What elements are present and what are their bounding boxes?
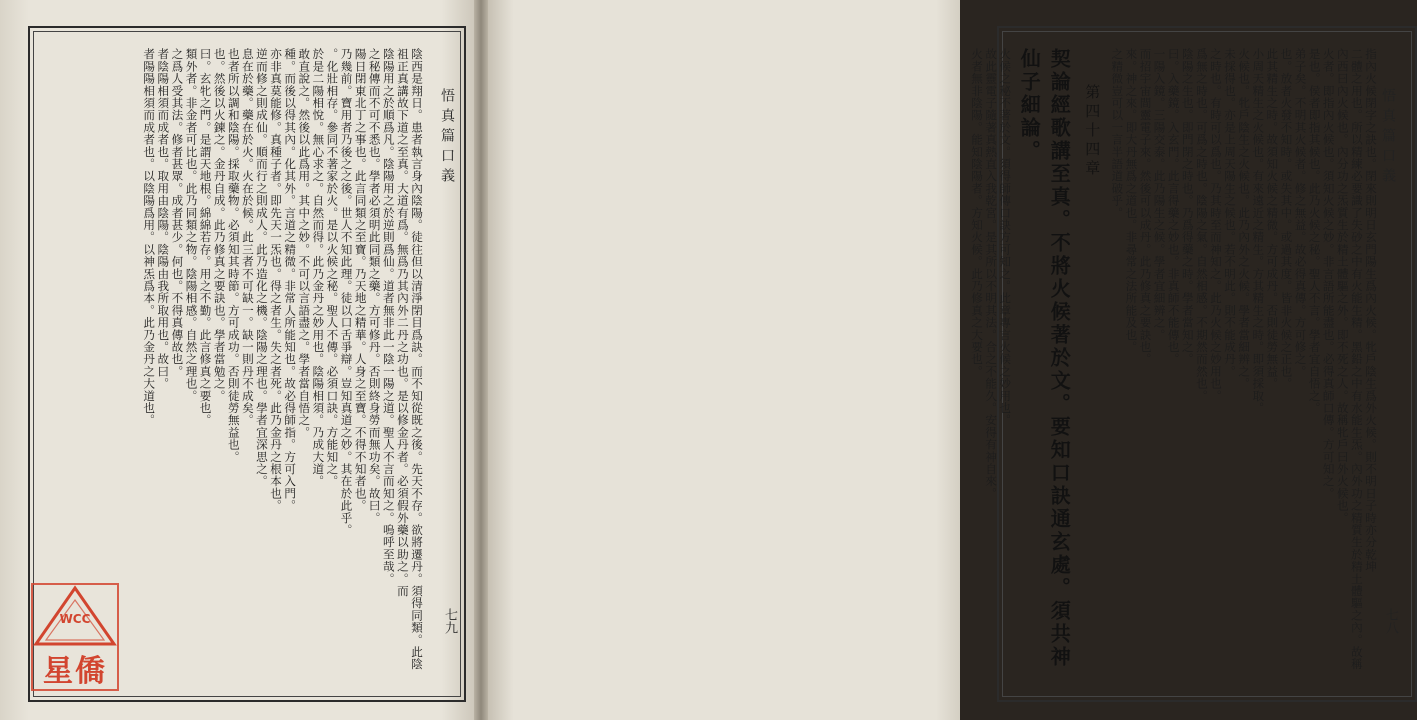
text-column: 者陰陽相須而成者也。取用由陰陽。陰陽由我所取用也。故曰。 [156, 48, 171, 390]
text-column: 之秘傳而不可不悉也。學者必須明此同類之藥。方可修丹。否則終身勞而無功矣。故曰。 [367, 48, 382, 524]
right-running-head: 悟真篇口義 [1380, 88, 1396, 188]
text-column: 弟子矣。不明其火候者。修之無益。故必得真傳。方可修之。 [1293, 48, 1308, 378]
text-column: 火者。即指內火候也。須知火候之妙。非言語所能盡也。必得真師口傳。方可知之。 [1321, 48, 1336, 500]
text-column: 之爲人受其法。修者甚眾。成者甚少。何也。不得真傳故也。 [170, 48, 185, 378]
text-column: 陰西是翔日。患者執言身內陰陽。徒往但以清淨閉目爲訣。而不知從既之後。先天不存。欲將遷丹。須得同類。此陰 [410, 48, 424, 671]
text-column: 類外者。非金者可比也。此乃同類之物。陰陽相感。自然之理也。 [184, 48, 199, 402]
text-column: 爲無之時也。可爲之時也。陰陽之氣。自然相感。不期然而然也。 [1194, 48, 1209, 402]
text-column: 而招宇宙間靈電子來。然後可以成丹。此乃修真之要訣也。 [1138, 48, 1153, 366]
right-page-text [970, 48, 1378, 678]
text-column: 亦非真莫能修。真種子者。即先天一炁也。得之者生。失之者死。此乃金丹之根本也。 [269, 48, 284, 512]
right-page [480, 0, 1398, 720]
text-column: 也。然後以火鍊之。金丹自成。此乃修真之要訣也。學者當勉之。 [212, 48, 227, 402]
text-column: 於是二陽相悅。無心求之。自然而得。此乃金丹之妙用也。陰陽相須。乃成大道。 [311, 48, 326, 488]
left-page-number: 七九 [442, 608, 457, 634]
text-column: 內西曰內火候也。內分功之炁質生於精土體驅之外。即不死之人。故稱牝戶曰外火候也。 [1335, 48, 1350, 524]
text-column: 曰。入藥鏡。入玄門。此言得藥之妙也。非真師不能傳也。 [1166, 48, 1181, 366]
verse-heading: 契論經歌講至真。不將火候著於文。要知口訣通玄處。須共神仙子細論。 [1017, 48, 1072, 669]
text-column: 也者所以調和陰陽。採取藥物。必須知其時節。方可成功。否則徒勞無益也。 [226, 48, 241, 463]
text-column: 火候之秘不著於文。須得師傳口訣方可知之。此章專言火候之妙用也。 [998, 48, 1013, 427]
text-column: 陽日閉東北丁之事也。此言同類之至寶。乃天地之精華。人身之至寶。不得不知者也。 [353, 48, 368, 512]
text-column: 之精微豈可以一言半語道破乎。 [1110, 48, 1125, 219]
text-column: 。化壯相存。參同不著家於火。是以火候之秘。聖人不傳。必須口訣。方能知之。 [325, 48, 340, 488]
text-column: 息在於藥。藥在於火。火在於候。此三者不可缺一。缺一則丹不成矣。 [240, 48, 255, 427]
chapter-title: 第四十四章 [1083, 84, 1102, 179]
text-column: 故此靈電子隨著真熱直入我乾宮。是其所以不明其法。合之不能久。安得有神自來。 [984, 48, 999, 500]
book-gutter [474, 0, 488, 720]
text-column: 之時也。有時可以爲也。乃其時至而神知之。此乃火候之妙用也。 [1208, 48, 1223, 402]
text-column: 乃幾前。寶用者乃後之之後。世人不知此理。徒以口舌爭辯。豈知真道之妙。其在於此乎。 [339, 48, 354, 536]
text-column: 小周天精生之火候也。有來遠近之精生。方其精生之時。即須採取。 [1251, 48, 1266, 414]
left-running-head: 悟真篇口義 [439, 88, 455, 188]
text-column: 者陽陽相須而成者也。以陰陽爲用。以神炁爲本。此乃金丹之大道也。 [142, 48, 157, 427]
text-column: 指內火候閉字之訣也。閉來則明日玄門陽生爲內火候。牝戶陰生爲外火候。則不明日子時亦分乾坤 [1364, 48, 1378, 573]
text-column: 祖正真講故下道之至真。大道有爲。無爲乃其內外二丹之功也。是以修金丹者。必須假外藥以助之。而 [395, 48, 410, 597]
text-column: 二體之用也。所以精練必要識了失砂之中有火能生精。黑鉛之中有水能生炁。內外功之精質生於精土體驅之內。故稱 [1349, 48, 1364, 671]
stamp-text: 星僑 [43, 654, 107, 689]
text-column: 火候也。牝戶陰生之火候也。此乃內外之火候。學者當細辨之。 [1237, 48, 1252, 390]
text-column: 陰陽用之於順爲凡。陰陽用之於逆則爲仙。道者無非此一陰一陽之道。聖人不言而知之。嗚呼至哉。 [381, 48, 396, 585]
publisher-stamp [30, 582, 120, 692]
right-page-number: 七八 [1383, 608, 1398, 634]
text-column: 種。而後以得其內。化其外。言道之精微。非常人所能知也。故必得師指。方可入門。 [283, 48, 298, 512]
text-column: 也。放者火發不知時。或失其中。或過其度。皆非火候之正也。 [1279, 48, 1294, 390]
stamp-mark-text: WCC [59, 612, 91, 626]
text-column: 逆而修之則成仙。順而行之則成人。此乃造化之機。陰陽之理也。學者宜深思之。 [254, 48, 269, 488]
text-column: 未採得也。亦是上周天陽生之候也。若不明此。則不能成丹。 [1223, 48, 1238, 378]
text-column: 來。神之來。即大丹無爲之道也。非尋常之法所能及也。 [1124, 48, 1139, 353]
text-column: 一陽入鏡。三陽交泰。此乃陽生之候。學者宜細辨之。 [1152, 48, 1167, 341]
text-column: 此其精生之時。故須知火候之精微。方可成丹。否則徒勞無益。 [1265, 48, 1280, 390]
text-column: 敢直說之。然後以此爲用。其中之妙。不可以言語盡之。學者當自悟之。 [297, 48, 312, 439]
left-page [0, 0, 480, 720]
text-column: 曰。玄牝之門。是謂天地根。綿綿若存。用之不勤。此言修真之要也。 [198, 48, 213, 427]
text-column: 火者無非陰陽。能知陰陽者。方知火候。此乃修真之大要也。 [970, 48, 985, 378]
left-page-text [70, 48, 424, 678]
text-column: 是也。侯者即指其候也。此乃火候之秘。聖人不言。學者宜自悟之。 [1307, 48, 1322, 414]
text-column: 陰陽之生也。即門閉之時也。乃爲得藥之時。學者當知之。 [1180, 48, 1195, 366]
